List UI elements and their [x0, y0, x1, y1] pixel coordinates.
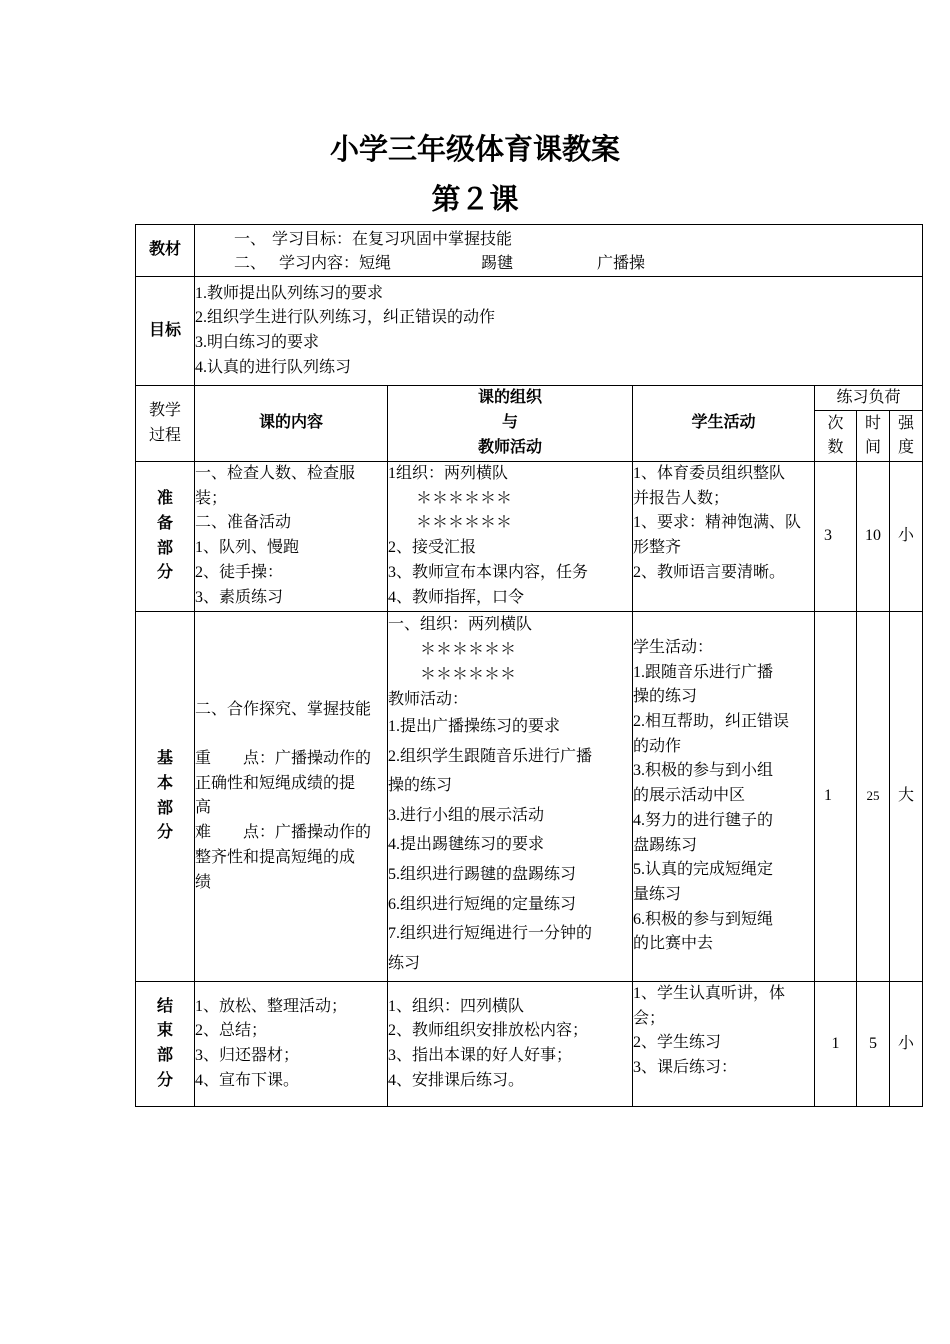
end-reps: 1 — [815, 982, 857, 1107]
student-line: 1、体育委员组织整队 — [633, 465, 786, 482]
content-item: 短绳 — [359, 254, 392, 272]
main-organization-cell — [388, 612, 633, 982]
content-line: 二、准备活动 — [195, 514, 292, 532]
main-organization: 一、组织：两列横队 — [388, 616, 533, 633]
formation-row: ＊＊＊＊＊＊ — [416, 489, 513, 507]
teacher-line: 7.组织进行短绳进行一分钟的 — [388, 925, 593, 943]
main-label: 基本部分 — [157, 750, 174, 842]
end-label: 结束部分 — [157, 997, 174, 1089]
student-line: 2、学生练习 — [633, 1034, 722, 1052]
content-header: 课的内容 — [258, 414, 323, 432]
student-line: 会； — [633, 1009, 666, 1027]
formation-row: ＊＊＊＊＊＊ — [420, 666, 517, 683]
end-organization-cell — [388, 982, 633, 1107]
process-header: 教学过程 — [149, 401, 182, 444]
student-line: 6.积极的参与到短绳 — [633, 910, 774, 928]
objective-line: 2.组织学生进行队列练习，纠正错误的动作 — [195, 309, 496, 327]
student-line: 的比赛中去 — [633, 935, 714, 953]
content-label-group — [279, 252, 391, 276]
content-line: 装； — [195, 489, 228, 507]
content-line: 2、总结； — [195, 1022, 268, 1040]
prep-label-cell — [136, 462, 195, 612]
main-topic: 二、合作探究、掌握技能 — [195, 700, 372, 718]
goal-text: 学习目标：在复习巩固中掌握技能 — [272, 230, 513, 248]
material-content — [195, 226, 922, 276]
end-teacher-activity — [388, 995, 632, 1094]
student-line: 的动作 — [633, 737, 682, 755]
teacher-line: 3.进行小组的展示活动 — [388, 806, 545, 824]
difficulty-line: 难 点：广播操动作的 — [195, 824, 372, 842]
content-number: 二、 — [234, 254, 267, 272]
objective-line: 4.认真的进行队列练习 — [195, 358, 352, 376]
teacher-line: 1.提出广播操练习的要求 — [388, 718, 561, 735]
end-student-activity — [633, 982, 814, 1081]
main-intensity: 大 — [890, 612, 923, 982]
key-point-line: 高 — [195, 799, 212, 817]
formation-row: ＊＊＊＊＊＊ — [420, 641, 517, 658]
student-line: 2.相互帮助，纠正错误 — [633, 713, 790, 731]
organization-header — [388, 386, 632, 460]
student-line: 1、要求：精神饱满、队 — [633, 514, 802, 532]
lesson-number: 第２课 — [431, 184, 519, 216]
teacher-line: 4、教师指挥，口令 — [388, 588, 525, 606]
objectives-label: 目标 — [148, 321, 181, 339]
student-line: 3.积极的参与到小组 — [633, 762, 774, 780]
teacher-line: 6.组织进行短绳的定量练习 — [388, 895, 577, 913]
student-line: 4.努力的进行毽子的 — [633, 811, 774, 829]
objectives-row — [136, 277, 923, 386]
student-line: 1、学生认真听讲，体 — [633, 985, 786, 1002]
prep-student-activity — [633, 462, 814, 586]
prep-content — [195, 462, 387, 610]
teacher-line: 1、组织：四列横队 — [388, 997, 525, 1015]
key-point-line: 重 点：广播操动作的 — [195, 750, 372, 768]
organization-header-line: 与 — [501, 414, 518, 432]
main-organization-group — [388, 612, 632, 712]
prep-row — [136, 462, 923, 612]
prep-organization-cell — [388, 462, 633, 612]
end-time: 5 — [857, 982, 890, 1107]
prep-reps: 3 — [815, 462, 857, 612]
content-line: 1、队列、慢跑 — [195, 539, 300, 557]
main-key-point — [195, 747, 387, 821]
organization-header-cell — [388, 386, 633, 462]
material-label: 教材 — [148, 241, 181, 259]
load-header-cell — [815, 386, 923, 411]
lesson-plan-table — [135, 224, 923, 1107]
end-row — [136, 982, 923, 1107]
student-line: 形整齐 — [633, 539, 682, 557]
intensity-header-cell — [890, 411, 923, 462]
header-row — [136, 386, 923, 411]
end-content-cell — [195, 982, 388, 1107]
content-line: 一、检查人数、检查服 — [195, 465, 356, 482]
teacher-activity-label: 教师活动： — [388, 691, 469, 708]
time-header-cell — [857, 411, 890, 462]
content-item: 广播操 — [597, 254, 646, 272]
student-line: 操的练习 — [633, 688, 698, 706]
reps-header-cell — [815, 411, 857, 462]
prep-organization: 1组织：两列横队 — [388, 465, 509, 482]
student-line: 5.认真的完成短绳定 — [633, 861, 774, 879]
student-line: 2、教师语言要清晰。 — [633, 563, 786, 581]
material-row — [136, 225, 923, 277]
prep-teacher-activity — [388, 536, 632, 610]
main-row — [136, 612, 923, 982]
student-line: 1.跟随音乐进行广播 — [633, 663, 774, 681]
end-student-cell — [633, 982, 815, 1107]
student-line: 的展示活动中区 — [633, 787, 746, 805]
intensity-header: 强度 — [898, 414, 915, 456]
process-header-cell — [136, 386, 195, 462]
teacher-line: 3、教师宣布本课内容，任务 — [388, 563, 589, 581]
reps-header: 次数 — [827, 414, 844, 456]
teacher-line: 2、教师组织安排放松内容； — [388, 1022, 589, 1040]
difficulty-line: 整齐性和提高短绳的成 — [195, 848, 356, 866]
student-activity-label: 学生活动： — [633, 638, 714, 656]
teacher-line: 5.组织进行踢毽的盘踢练习 — [388, 865, 577, 883]
page-title: 小学三年级体育课教案 — [329, 134, 620, 166]
main-content-cell — [195, 612, 388, 982]
organization-header-line: 教师活动 — [477, 438, 542, 456]
content-header-cell — [195, 386, 388, 462]
difficulty-line: 绩 — [195, 873, 212, 891]
goal-number: 一、 — [234, 230, 267, 248]
teacher-line: 练习 — [388, 954, 421, 972]
prep-intensity: 小 — [890, 462, 923, 612]
prep-time: 10 — [857, 462, 890, 612]
student-line: 并报告人数； — [633, 489, 730, 507]
objectives-list — [195, 282, 922, 381]
teacher-line: 3、指出本课的好人好事； — [388, 1047, 573, 1064]
content-line: 2、徒手操： — [195, 563, 284, 581]
student-header-cell — [633, 386, 815, 462]
main-student-activity — [633, 661, 814, 957]
main-formation — [388, 637, 632, 687]
student-header: 学生活动 — [691, 414, 756, 432]
student-line: 3、课后练习： — [633, 1059, 738, 1077]
teacher-line: 4.提出踢毽练习的要求 — [388, 836, 545, 854]
prep-label: 准备部分 — [157, 490, 174, 582]
organization-header-line: 课的组织 — [477, 389, 542, 407]
student-line: 量练习 — [633, 885, 682, 903]
main-label-cell — [136, 612, 195, 982]
teacher-line: 4、安排课后练习。 — [388, 1071, 525, 1089]
main-teacher-activity — [388, 712, 632, 978]
content-line: 3、素质练习 — [195, 588, 284, 606]
end-intensity: 小 — [890, 982, 923, 1107]
student-line: 盘踢练习 — [633, 836, 698, 854]
objective-line: 3.明白练习的要求 — [195, 334, 320, 351]
formation-row: ＊＊＊＊＊＊ — [416, 514, 513, 532]
content-label: 学习内容： — [279, 254, 360, 272]
end-label-cell — [136, 982, 195, 1107]
key-point-line: 正确性和短绳成绩的提 — [195, 774, 356, 792]
material-cell — [195, 225, 923, 277]
main-difficulty — [195, 821, 387, 895]
objective-line: 1.教师提出队列练习的要求 — [195, 284, 384, 302]
main-student-cell — [633, 612, 815, 982]
prep-student-cell — [633, 462, 815, 612]
prep-formation — [388, 487, 632, 536]
material-label-cell — [136, 225, 195, 277]
main-reps: 1 — [815, 612, 857, 982]
teacher-line: 2.组织学生跟随音乐进行广播 — [388, 747, 593, 765]
objectives-label-cell — [136, 277, 195, 386]
content-item: 踢毽 — [481, 254, 514, 272]
prep-content-cell — [195, 462, 388, 612]
time-header: 时间 — [865, 414, 882, 456]
teacher-line: 操的练习 — [388, 777, 453, 795]
content-line: 1、放松、整理活动； — [195, 997, 348, 1015]
content-line: 3、归还器材； — [195, 1047, 300, 1064]
content-line: 4、宣布下课。 — [195, 1071, 300, 1089]
teacher-line: 2、接受汇报 — [388, 539, 477, 557]
objectives-cell — [195, 277, 923, 386]
main-time: 25 — [857, 612, 890, 982]
load-header: 练习负荷 — [836, 389, 901, 406]
end-content — [195, 995, 387, 1094]
